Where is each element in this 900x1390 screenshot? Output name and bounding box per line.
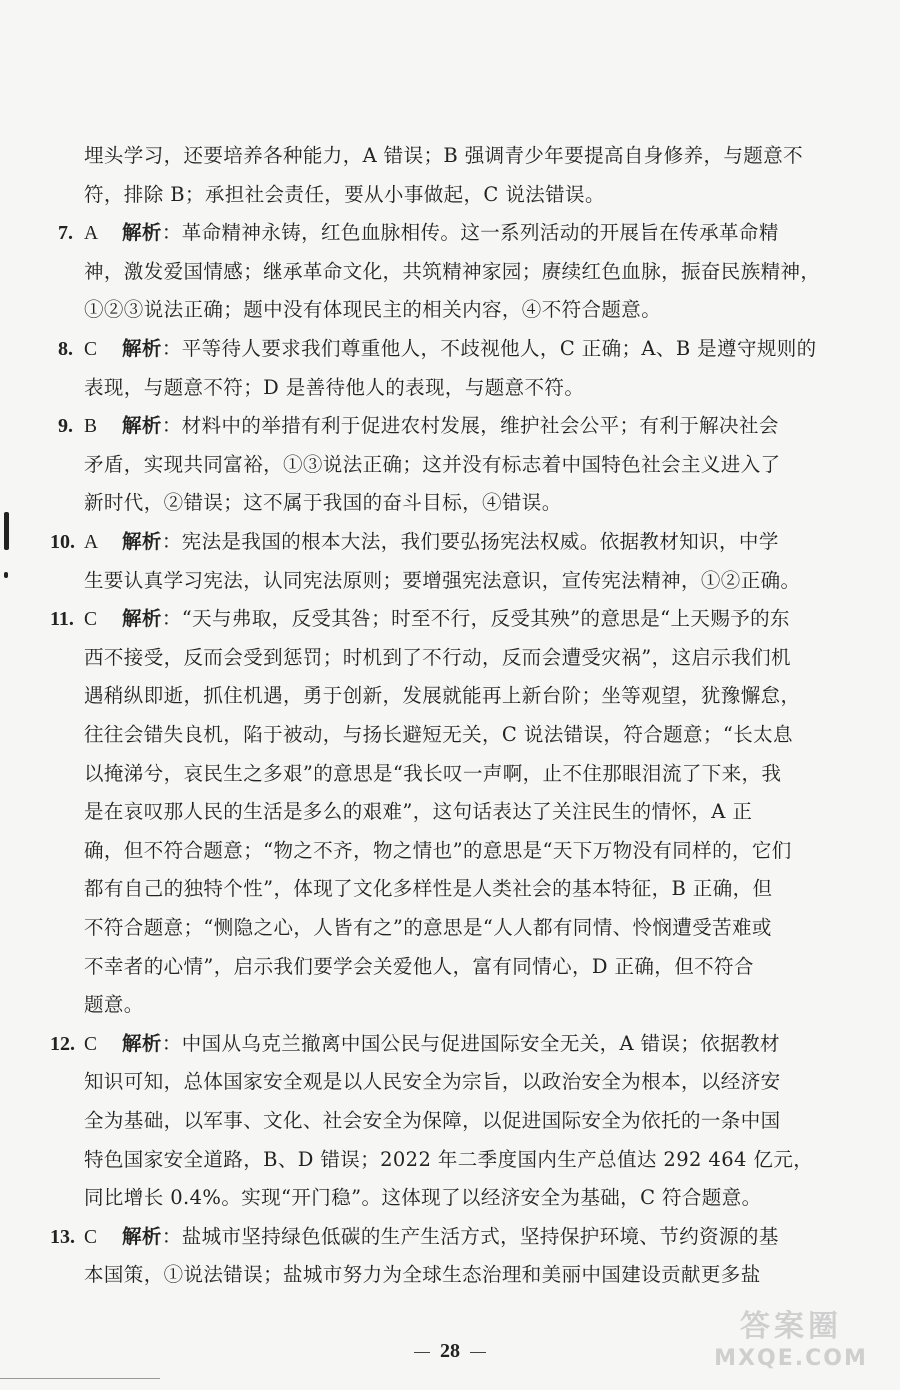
line-text: 表现，与题意不符；D 是善待他人的表现，与题意不符。 <box>84 375 585 399</box>
answer-choice: A <box>84 532 99 553</box>
line-text: 神，激发爱国情感；继承革命文化，共筑精神家园；赓续红色血脉，振奋民族精神， <box>84 259 821 283</box>
text-line <box>84 253 821 291</box>
question-number: 9. <box>58 415 73 438</box>
line-text: ：宪法是我国的根本大法，我们要弘扬宪法权威。依据教材知识，中学 <box>161 530 779 553</box>
line-text: ：革命精神永铸，红色血脉相传。这一系列活动的开展旨在传承革命精 <box>161 221 779 245</box>
line-text: 题意。 <box>84 993 144 1017</box>
text-line <box>84 484 794 522</box>
watermark-line2: MXQE.COM <box>714 1346 868 1371</box>
line-text: 特色国家安全道路，B、D 错误；2022 年二季度国内生产总值达 292 464 亿元， <box>84 1147 814 1171</box>
margin-mark <box>4 512 9 550</box>
text-line <box>84 1141 814 1179</box>
line-text: ①②③说法正确；题中没有体现民主的相关内容，④不符合题意。 <box>84 298 662 322</box>
line-text: 往往会错失良机，陷于被动，与扬长避短无关，C 说法错误，符合题意；“长太息 <box>84 723 793 746</box>
text-line <box>84 948 794 986</box>
question-number: 12. <box>50 1032 75 1055</box>
line-text: 生要认真学习宪法，认同宪法原则；要增强宪法意识，宣传宪法精神，①②正确。 <box>84 568 801 592</box>
line-text: ：中国从乌克兰撤离中国公民与促进国际安全无关，A 错误；依据教材 <box>161 1031 780 1055</box>
text-line <box>84 562 801 600</box>
analysis-label: 解析 <box>122 607 162 631</box>
answer-choice: B <box>84 416 98 438</box>
page-number-text: 28 <box>440 1340 460 1362</box>
line-text: 全为基础，以军事、文化、社会安全为保障，以促进国际安全为依托的一条中国 <box>84 1109 781 1132</box>
text-line <box>84 1102 794 1140</box>
answer-choice: A <box>84 223 99 245</box>
text-line <box>84 600 794 639</box>
text-line <box>84 716 794 754</box>
line-text: 矛盾，实现共同富裕，①③说法正确；这并没有标志着中国特色社会主义进入了 <box>84 452 781 476</box>
text-line <box>84 793 794 831</box>
analysis-label: 解析 <box>122 1031 162 1055</box>
answer-choice: C <box>84 609 98 631</box>
text-line <box>84 755 794 793</box>
text-line <box>84 446 794 484</box>
line-text: 同比增长 0.4%。实现“开门稳”。这体现了以经济安全为基础，C 符合题意。 <box>84 1186 762 1210</box>
line-text: 知识可知，总体国家安全观是以人民安全为宗旨，以政治安全为根本，以经济安 <box>84 1070 781 1094</box>
line-text: 符，排除 B；承担社会责任，要从小事做起，C 说法错误。 <box>84 182 605 206</box>
line-text: ：“天与弗取，反受其咎；时至不行，反受其殃”的意思是“上天赐予的东 <box>161 607 790 631</box>
text-line <box>84 639 794 677</box>
text-line <box>84 214 794 253</box>
line-text: 都有自己的独特个性”，体现了文化多样性是人类社会的基本特征，B 正确，但 <box>84 877 773 901</box>
text-line <box>84 909 794 947</box>
line-text: 确，但不符合题意；“物之不齐，物之情也”的意思是“天下万物没有同样的，它们 <box>84 838 792 862</box>
line-text: 遇稍纵即逝，抓住机遇，勇于创新，发展就能再上新台阶；坐等观望，犹豫懈怠， <box>84 684 801 708</box>
answer-choice: C <box>84 1226 98 1248</box>
answer-choice: C <box>84 339 98 360</box>
analysis-label: 解析 <box>122 337 162 360</box>
line-text: 本国策，①说法错误；盐城市努力为全球生态治理和美丽中国建设贡献更多盐 <box>84 1263 761 1287</box>
line-text: 埋头学习，还要培养各种能力，A 错误；B 强调青少年要提高自身修养，与题意不 <box>84 144 804 167</box>
line-text: 不符合题意；“恻隐之心，人皆有之”的意思是“人人都有同情、怜悯遭受苦难或 <box>84 916 772 939</box>
line-text: 新时代，②错误；这不属于我国的奋斗目标，④错误。 <box>84 491 562 515</box>
text-line <box>84 137 804 175</box>
line-text: 是在哀叹那人民的生活是多么的艰难”，这句话表达了关注民生的情怀，A 正 <box>84 800 753 824</box>
line-text: 以掩涕兮，哀民生之多艰”的意思是“我长叹一声啊，止不住那眼泪流了下来，我 <box>84 761 782 785</box>
watermark-logo <box>696 1309 886 1382</box>
line-text: ：材料中的举措有利于促进农村发展，维护社会公平；有利于解决社会 <box>161 414 779 438</box>
text-line <box>84 1179 794 1217</box>
analysis-label: 解析 <box>122 1224 162 1248</box>
bottom-rule <box>0 1378 160 1379</box>
text-line <box>84 1025 794 1064</box>
question-number: 10. <box>50 531 75 553</box>
text-line <box>84 291 794 329</box>
margin-mark <box>4 572 8 578</box>
question-number: 7. <box>58 222 73 245</box>
text-line <box>84 369 794 407</box>
text-line <box>84 523 794 562</box>
text-line <box>84 986 794 1024</box>
watermark-line1: 答案圈 <box>740 1309 842 1344</box>
analysis-label: 解析 <box>122 414 162 438</box>
text-line <box>84 832 794 870</box>
page-number-dash <box>414 1352 430 1353</box>
line-text: ：平等待人要求我们尊重他人，不歧视他人，C 正确；A、B 是遵守规则的 <box>161 337 817 360</box>
text-line <box>84 870 794 908</box>
question-number: 11. <box>50 608 74 631</box>
text-line <box>84 330 817 369</box>
text-line <box>84 176 794 214</box>
analysis-label: 解析 <box>122 221 162 245</box>
line-text: 不幸者的心情”，启示我们要学会关爱他人，富有同情心，D 正确，但不符合 <box>84 954 754 978</box>
text-line <box>84 1063 794 1101</box>
text-line <box>84 407 794 446</box>
line-text: ：盐城市坚持绿色低碳的生产生活方式，坚持保护环境、节约资源的基 <box>161 1224 779 1248</box>
question-number: 13. <box>50 1225 75 1248</box>
text-line <box>84 1218 794 1257</box>
line-text: 西不接受，反而会受到惩罚；时机到了不行动，反而会遭受灾祸”，这启示我们机 <box>84 645 791 669</box>
page-number-dash <box>470 1352 486 1353</box>
answer-choice: C <box>84 1033 98 1055</box>
text-line <box>84 677 801 715</box>
question-number: 8. <box>58 338 73 360</box>
text-line <box>84 1256 794 1294</box>
analysis-label: 解析 <box>122 530 162 553</box>
